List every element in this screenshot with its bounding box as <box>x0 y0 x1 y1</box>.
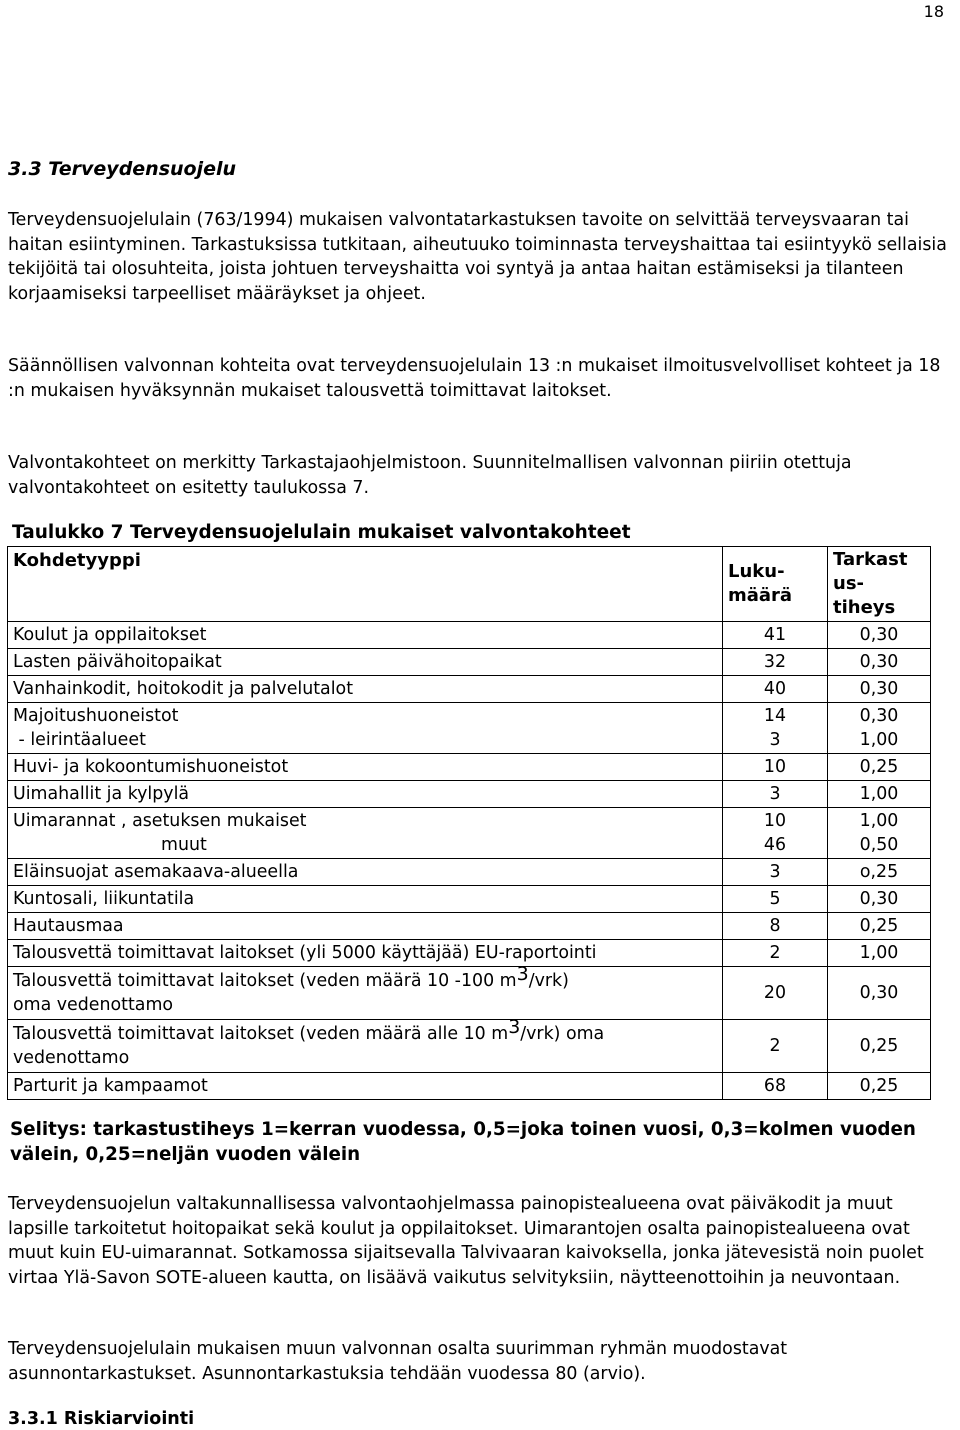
row-count-subline: 3 <box>769 730 781 750</box>
row-type: Kuntosali, liikuntatila <box>8 886 723 913</box>
row-count: 41 <box>723 622 828 649</box>
table-title: Taulukko 7 Terveydensuojelulain mukaiset valvontakohteet <box>12 522 631 543</box>
table-row <box>8 676 931 703</box>
row-type-line <box>13 963 717 993</box>
row-frequency: 0,30 <box>828 886 931 913</box>
table-row <box>8 781 931 808</box>
header-type: Kohdetyyppi <box>8 547 723 622</box>
table-header-row <box>8 547 931 622</box>
row-type-line: Uimarannat , asetuksen mukaiset <box>13 811 307 831</box>
housing-inspection-paragraph: Terveydensuojelulain mukaisen muun valvonnan osalta suurimman ryhmän muodostavat asunnontarkastukset. Asunnontarkastuksia tehdään vuodessa 80 (arvio). <box>8 1339 788 1384</box>
supervision-table <box>7 546 931 1100</box>
row-type: Talousvettä toimittavat laitokset (yli 5000 käyttäjää) EU-raportointi <box>8 940 723 967</box>
table-row <box>8 940 931 967</box>
row-type: Lasten päivähoitopaikat <box>8 649 723 676</box>
table-row <box>8 1073 931 1100</box>
row-count-subline: 46 <box>763 835 787 855</box>
row-type <box>8 963 723 1020</box>
row-frequency: 0,30 <box>828 649 931 676</box>
row-frequency: 0,25 <box>828 1020 931 1073</box>
row-frequency-line: 1,00 <box>859 811 899 831</box>
table-row <box>8 859 931 886</box>
row-frequency: 1,00 <box>828 781 931 808</box>
national-programme-paragraph: Terveydensuojelun valtakunnallisessa valvontaohjelmassa painopistealueena ovat päiväkodit ja muut lapsille tarkoitetut hoitopaikat sekä koulut ja oppilaitokset. Uimarantojen osalta painopistealueena ovat muut kuin EU-uimarannat. Sotkamossa sijaitsevalla Talvivaaran kaivoksella, jonka jätevesistä noin puolet virtaa Ylä-Savon SOTE-alueen kautta, on lisäävä vaikutus selvityksiin, näytteenottoihin ja neuvontaan. <box>8 1194 924 1288</box>
row-frequency: 1,00 <box>828 940 931 967</box>
row-frequency <box>828 808 931 859</box>
row-type: Eläinsuojat asemakaava-alueella <box>8 859 723 886</box>
row-frequency: 0,25 <box>828 1073 931 1100</box>
row-type-subline: oma vedenottamo <box>13 995 174 1015</box>
row-type: Parturit ja kampaamot <box>8 1073 723 1100</box>
row-type-text-end: /vrk) oma <box>520 1024 605 1044</box>
table-legend: Selitys: tarkastustiheys 1=kerran vuodessa, 0,5=joka toinen vuosi, 0,3=kolmen vuoden välein, 0,25=neljän vuoden välein <box>10 1119 916 1165</box>
row-count: 5 <box>723 886 828 913</box>
intro-paragraph: Terveydensuojelulain (763/1994) mukaisen valvontatarkastuksen tavoite on selvittää terveysvaaran tai haitan esiintyminen. Tarkastuksissa tutkitaan, aiheutuuko toiminnasta terveyshaittaa tai esiintyykö sellaisia tekijöitä tai olosuhteita, joista johtuen terveyshaitta voi syntyä ja antaa haitan estämiseksi ja tilanteen korjaamiseksi tarpeelliset määräykset ja ohjeet. <box>8 210 947 304</box>
cubic-superscript: 3 <box>508 1016 521 1038</box>
row-count <box>723 703 828 754</box>
table-row <box>8 1020 931 1073</box>
row-frequency: 0,30 <box>828 676 931 703</box>
row-frequency: 0,30 <box>828 967 931 1020</box>
row-type: Koulut ja oppilaitokset <box>8 622 723 649</box>
page-number: 18 <box>923 2 944 21</box>
table-row <box>8 649 931 676</box>
row-frequency: 0,25 <box>828 913 931 940</box>
table-row <box>8 913 931 940</box>
row-count-line: 14 <box>763 706 787 726</box>
row-frequency-line: 0,30 <box>859 706 899 726</box>
table-row <box>8 886 931 913</box>
row-type <box>8 808 723 859</box>
row-count: 32 <box>723 649 828 676</box>
subsection-heading: 3.3.1 Riskiarviointi <box>8 1409 195 1429</box>
row-count: 2 <box>723 940 828 967</box>
header-count: Luku-määrä <box>723 547 828 622</box>
row-type <box>8 1016 723 1073</box>
row-frequency: o,25 <box>828 859 931 886</box>
row-count: 68 <box>723 1073 828 1100</box>
table-row <box>8 808 931 859</box>
table-row <box>8 703 931 754</box>
row-type: Vanhainkodit, hoitokodit ja palvelutalot <box>8 676 723 703</box>
row-type-text-end: /vrk) <box>528 971 569 991</box>
row-type-subline: muut <box>161 835 207 855</box>
row-count: 3 <box>723 859 828 886</box>
row-count: 40 <box>723 676 828 703</box>
row-count: 2 <box>723 1020 828 1073</box>
table-row <box>8 967 931 1020</box>
row-type: Huvi- ja kokoontumishuoneistot <box>8 754 723 781</box>
inspection-software-paragraph: Valvontakohteet on merkitty Tarkastajaohjelmistoon. Suunnitelmallisen valvonnan piiriin otettuja valvontakohteet on esitetty taulukossa 7. <box>8 453 852 498</box>
row-type-text: Talousvettä toimittavat laitokset (veden määrä 10 -100 m <box>13 971 517 991</box>
row-count: 3 <box>723 781 828 808</box>
row-count: 20 <box>723 967 828 1020</box>
row-frequency-subline: 1,00 <box>859 730 899 750</box>
row-count: 10 <box>723 754 828 781</box>
header-frequency: Tarkast us-tiheys <box>828 547 931 622</box>
table-row <box>8 754 931 781</box>
row-type-text: Talousvettä toimittavat laitokset (veden määrä alle 10 m <box>13 1024 509 1044</box>
row-type-line <box>13 1016 717 1046</box>
row-type: Hautausmaa <box>8 913 723 940</box>
row-type-line: Majoitushuoneistot <box>13 706 179 726</box>
row-type-subline: - leirintäalueet <box>13 730 146 750</box>
row-type <box>8 703 723 754</box>
regular-supervision-paragraph: Säännöllisen valvonnan kohteita ovat terveydensuojelulain 13 :n mukaiset ilmoitusvelvolliset kohteet ja 18 :n mukaisen hyväksynnän mukaiset talousvettä toimittavat laitokset. <box>8 356 941 401</box>
row-frequency: 0,30 <box>828 622 931 649</box>
row-count-line: 10 <box>763 811 787 831</box>
row-frequency <box>828 703 931 754</box>
row-type: Uimahallit ja kylpylä <box>8 781 723 808</box>
table-row <box>8 622 931 649</box>
row-count <box>723 808 828 859</box>
row-frequency: 0,25 <box>828 754 931 781</box>
cubic-superscript: 3 <box>516 963 529 985</box>
section-heading: 3.3 Terveydensuojelu <box>8 158 237 180</box>
row-count: 8 <box>723 913 828 940</box>
row-frequency-subline: 0,50 <box>859 835 899 855</box>
row-type-subline: vedenottamo <box>13 1048 130 1068</box>
